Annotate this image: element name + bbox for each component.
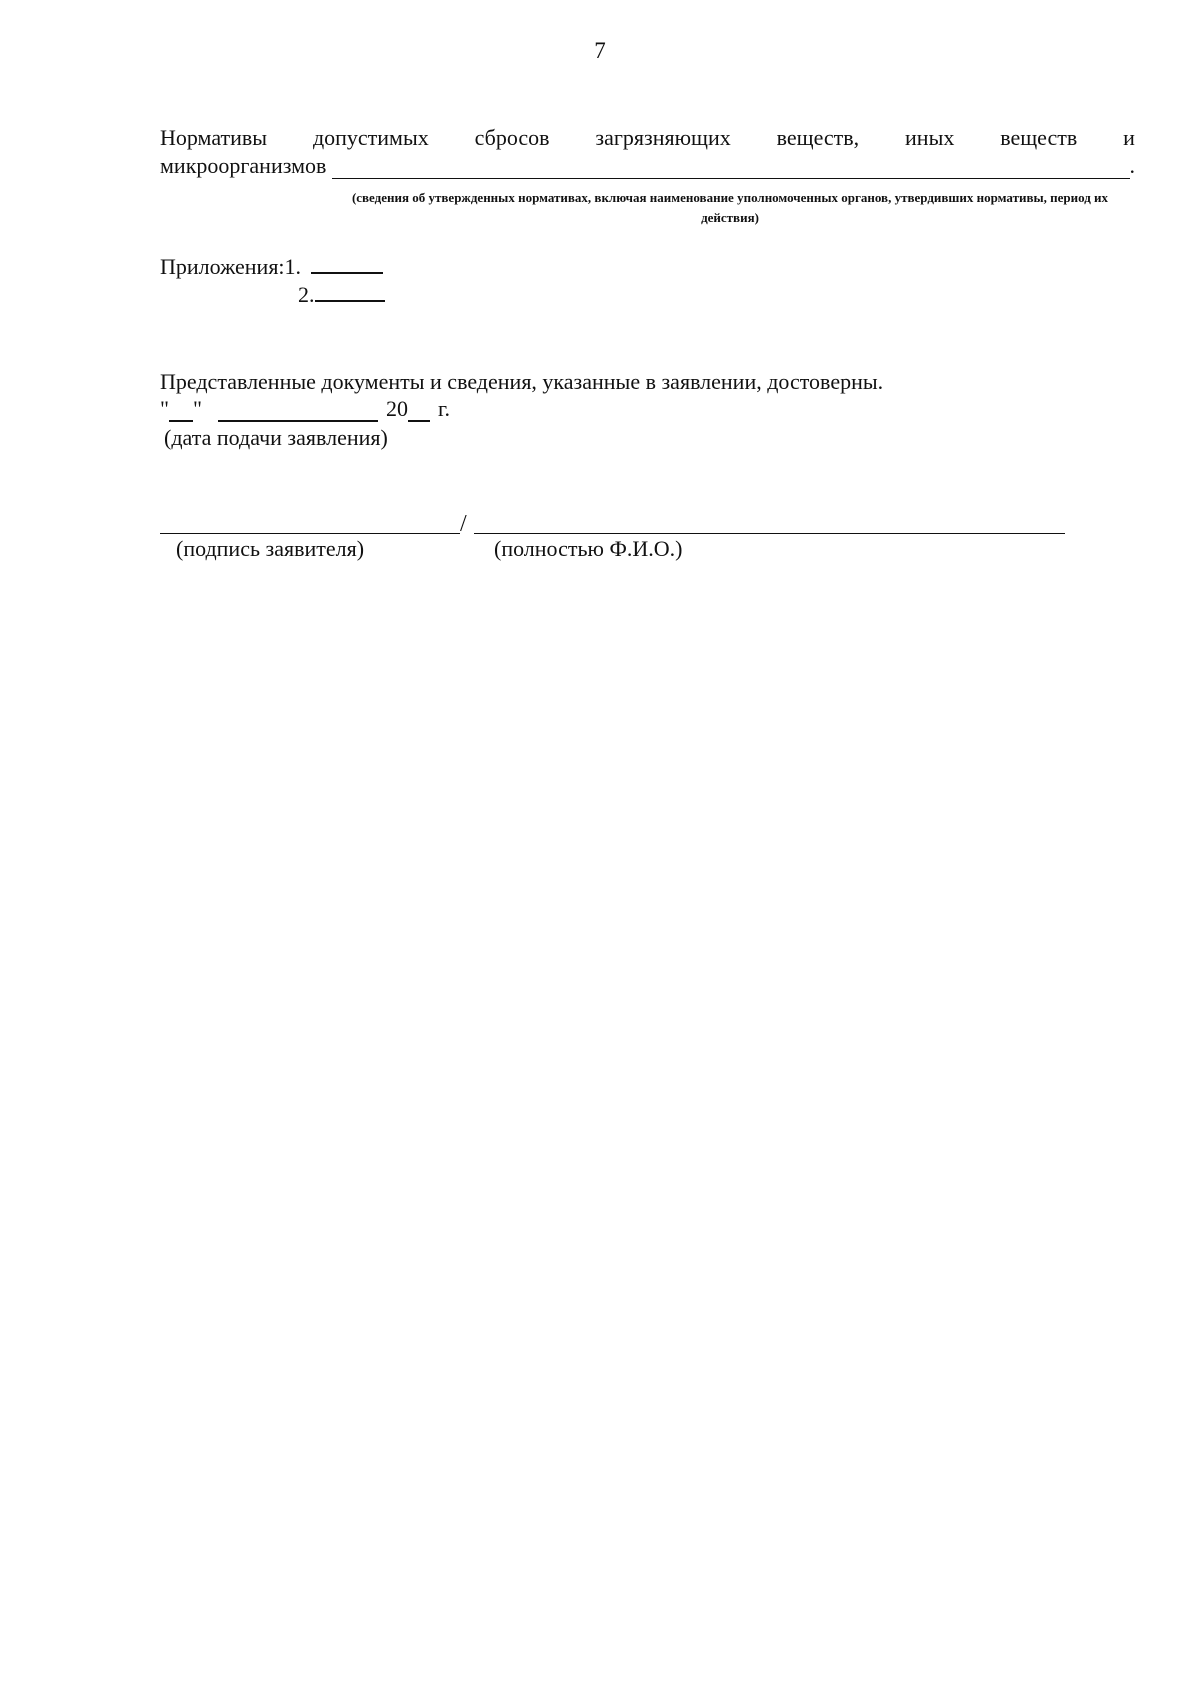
norms-word: веществ bbox=[1000, 125, 1078, 150]
norms-word: сбросов bbox=[474, 125, 550, 150]
norms-word: веществ, bbox=[776, 125, 860, 150]
norms-word: Нормативы bbox=[160, 125, 268, 150]
norms-caption: (сведения об утвержденных нормативах, включая наименование уполномоченных органов, утвердивших нормативы, период их действия) bbox=[351, 190, 1109, 225]
norms-heading-line bbox=[160, 125, 1135, 151]
date-line bbox=[160, 396, 450, 422]
norms-word: загрязняющих bbox=[595, 125, 731, 150]
norms-word: иных bbox=[905, 125, 955, 150]
appendix-2-blank[interactable] bbox=[315, 282, 385, 302]
appendix-line-1 bbox=[160, 254, 383, 280]
statement-text: Представленные документы и сведения, указанные в заявлении, достоверны. bbox=[160, 369, 884, 394]
norms-word: и bbox=[1123, 125, 1135, 150]
signature-caption: (подпись заявителя) bbox=[176, 536, 365, 561]
day-close-quote: " bbox=[192, 396, 202, 421]
full-name-caption: (полностью Ф.И.О.) bbox=[494, 536, 683, 561]
signature-blank[interactable] bbox=[160, 533, 460, 534]
norms-line2-label: микроорганизмов bbox=[160, 153, 327, 178]
year-prefix: 20 bbox=[385, 396, 408, 421]
signature-line bbox=[160, 510, 1065, 537]
norms-word: допустимых bbox=[312, 125, 429, 150]
page-number: 7 bbox=[594, 38, 606, 63]
day-open-quote: " bbox=[160, 396, 169, 421]
norms-line2-end: . bbox=[1129, 153, 1135, 178]
appendix-label: Приложения:1. bbox=[160, 254, 302, 279]
appendix-item-2-label: 2. bbox=[298, 282, 315, 307]
year-suffix: г. bbox=[437, 396, 451, 421]
date-caption: (дата подачи заявления) bbox=[164, 425, 388, 450]
full-name-blank[interactable] bbox=[474, 533, 1065, 534]
norms-blank-field[interactable] bbox=[332, 158, 1129, 179]
month-blank[interactable] bbox=[218, 402, 378, 422]
appendix-line-2 bbox=[298, 282, 385, 308]
day-blank[interactable] bbox=[169, 402, 193, 422]
signature-slash: / bbox=[460, 511, 467, 537]
norms-fill-line bbox=[160, 153, 1135, 179]
year-blank[interactable] bbox=[408, 402, 430, 422]
appendix-1-blank[interactable] bbox=[311, 254, 383, 274]
